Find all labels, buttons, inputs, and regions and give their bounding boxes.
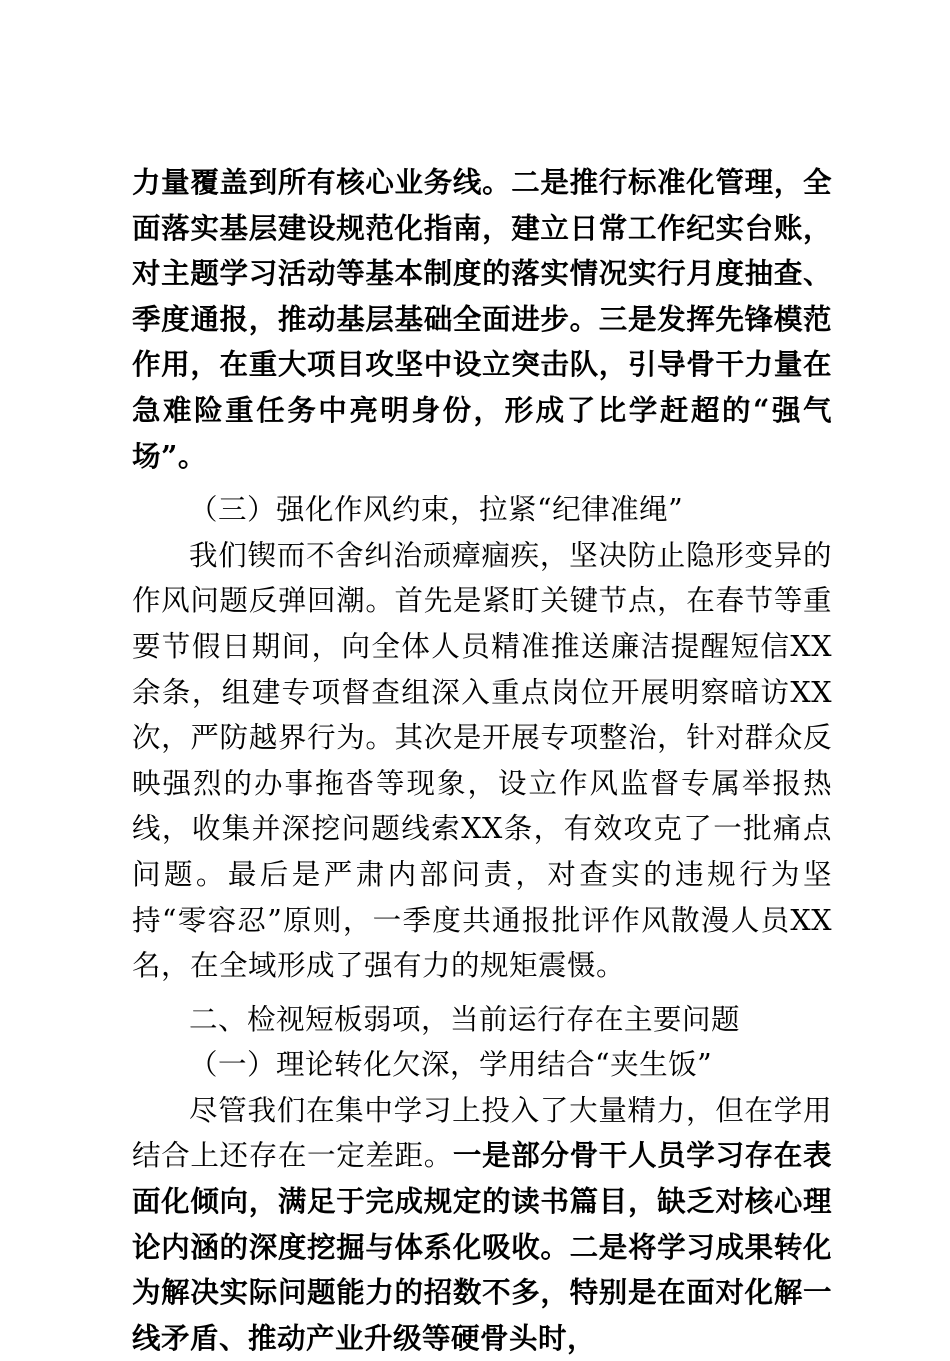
paragraph-theory-intro: 尽管我们在集中学习上投入了大量精力，但在学用结合上还存在一定差距。 — [132, 1093, 832, 1173]
paragraph-style-discipline: 我们锲而不舍纠治顽瘴痼疾，坚决防止隐形变异的作风问题反弹回潮。首先是紧盯关键节点，在春节等重要节假日期间，向全体人员精准推送廉洁提醒短信XX余条，组建专项督查组深入重点岗位开展明察暗访XX次，严防越界行为。其次是开展专项整治，针对群众反映强烈的办事拖沓等现象，设立作风监督专属举报热线，收集并深挖问题线索XX条，有效攻克了一批痛点问题。最后是严肃内部问责，对查实的违规行为坚持“零容忍”原则，一季度共通报批评作风散漫人员XX名，在全域形成了强有力的规矩震慑。 — [132, 538, 832, 983]
subheading-style-discipline: （三）强化作风约束，拉紧“纪律准绳” — [189, 493, 684, 527]
paragraph-theory-transformation — [132, 1088, 832, 1361]
section-heading-problems: 二、检视短板弱项，当前运行存在主要问题 — [189, 1002, 741, 1036]
document-page — [132, 160, 832, 1361]
paragraph-party-building-continued: 力量覆盖到所有核心业务线。二是推行标准化管理，全面落实基层建设规范化指南，建立日常工作纪实台账，对主题学习活动等基本制度的落实情况实行月度抽查、季度通报，推动基层基础全面进步。三是发挥先锋模范作用，在重大项目攻坚中设立突击队，引导骨干力量在急难险重任务中亮明身份，形成了比学赶超的“强气场”。 — [132, 165, 832, 473]
subheading-theory-transformation: （一）理论转化欠深，学用结合“夹生饭” — [189, 1048, 713, 1082]
paragraph-theory-points: 一是部分骨干人员学习存在表面化倾向，满足于完成规定的读书篇目，缺乏对核心理论内涵的深度挖掘与体系化吸收。二是将学习成果转化为解决实际问题能力的招数不多，特别是在面对化解一线矛盾、推动产业升级等硬骨头时， — [132, 1138, 832, 1355]
